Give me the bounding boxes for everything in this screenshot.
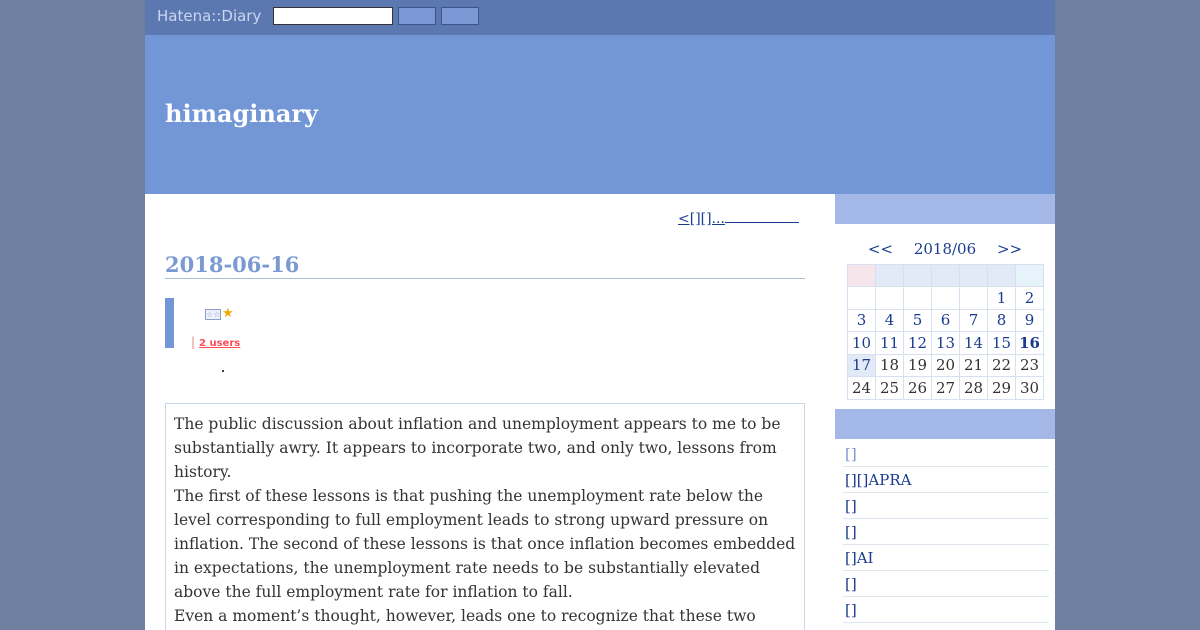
main-content xyxy=(145,194,835,630)
sidebar xyxy=(835,194,1055,630)
calendar-day xyxy=(904,287,931,309)
calendar-day[interactable]: 3 xyxy=(848,310,875,332)
weekday-cell xyxy=(960,265,987,286)
blockquote xyxy=(165,403,805,630)
hatena-diary-logo[interactable]: Hatena::Diary xyxy=(157,7,262,25)
calendar-day: 24 xyxy=(848,377,875,399)
calendar-day[interactable]: 6 xyxy=(932,310,959,332)
calendar-day: 22 xyxy=(988,355,1015,377)
category-item[interactable]: [] xyxy=(843,441,1049,467)
calendar-day[interactable]: 8 xyxy=(988,310,1015,332)
star-area xyxy=(205,306,234,321)
blog-header xyxy=(145,35,1055,194)
paragraph: The public discussion about inflation and unemployment appears to me to be substantially awry. It appears to incorporate two, and only two, lessons from history. xyxy=(174,415,781,481)
category-item[interactable]: [][]APRA xyxy=(843,467,1049,493)
search-input[interactable] xyxy=(273,7,393,25)
calendar-day: 26 xyxy=(904,377,931,399)
calendar-week xyxy=(848,310,1043,332)
category-item[interactable]: [] xyxy=(843,519,1049,545)
calendar-day[interactable]: 12 xyxy=(904,332,931,354)
calendar-day[interactable]: 7 xyxy=(960,310,987,332)
blog-title[interactable]: himaginary xyxy=(165,99,318,128)
calendar-day[interactable]: 15 xyxy=(988,332,1015,354)
bookmark-row xyxy=(191,331,240,350)
bookmark-users-link[interactable]: 2 users xyxy=(199,338,241,349)
calendar-day[interactable]: 5 xyxy=(904,310,931,332)
star-icon[interactable]: ★ xyxy=(222,306,234,321)
category-item[interactable]: [] xyxy=(843,597,1049,623)
calendar-weekday-row xyxy=(848,265,1043,286)
calendar-day-current[interactable]: 16 xyxy=(1016,332,1043,354)
category-item[interactable]: []AI xyxy=(843,545,1049,571)
entry-marker xyxy=(165,298,174,348)
calendar-table xyxy=(847,264,1044,400)
calendar-day: 30 xyxy=(1016,377,1043,399)
calendar-day[interactable]: 9 xyxy=(1016,310,1043,332)
calendar-day[interactable]: 1 xyxy=(988,287,1015,309)
calendar-day xyxy=(876,287,903,309)
link-underline xyxy=(725,222,799,223)
calendar-day: 21 xyxy=(960,355,987,377)
calendar-day[interactable]: 11 xyxy=(876,332,903,354)
calendar-day[interactable]: 2 xyxy=(1016,287,1043,309)
calendar-day[interactable]: 10 xyxy=(848,332,875,354)
paragraph: Even a moment’s thought, however, leads one to recognize that these two xyxy=(174,607,756,625)
calendar-day[interactable]: 17 xyxy=(848,355,875,377)
search-button[interactable] xyxy=(398,7,436,25)
calendar-week xyxy=(848,377,1043,399)
prev-entry-link[interactable] xyxy=(678,211,799,227)
calendar-day[interactable]: 13 xyxy=(932,332,959,354)
weekday-cell xyxy=(988,265,1015,286)
category-section-header xyxy=(835,409,1055,439)
add-star-icon[interactable]: ☆☆ xyxy=(206,310,221,319)
calendar-prev-link[interactable]: << xyxy=(867,240,894,258)
calendar-week xyxy=(848,355,1043,377)
weekday-cell xyxy=(904,265,931,286)
prev-entry-label: <[][]... xyxy=(678,211,725,227)
page xyxy=(145,0,1055,630)
top-bar xyxy=(145,0,1055,35)
calendar-week xyxy=(848,287,1043,309)
calendar-day[interactable]: 14 xyxy=(960,332,987,354)
calendar-day xyxy=(848,287,875,309)
bookmark-separator: | xyxy=(191,335,196,349)
calendar-day: 18 xyxy=(876,355,903,377)
calendar-day: 19 xyxy=(904,355,931,377)
calendar-nav xyxy=(835,240,1055,258)
calendar-section-header xyxy=(835,194,1055,224)
secondary-button[interactable] xyxy=(441,7,479,25)
dot-mark xyxy=(222,370,224,372)
calendar-day: 25 xyxy=(876,377,903,399)
entry-date[interactable]: 2018-06-16 xyxy=(165,252,805,279)
calendar-day xyxy=(932,287,959,309)
calendar-day[interactable]: 4 xyxy=(876,310,903,332)
calendar-month[interactable]: 2018/06 xyxy=(913,240,977,258)
paragraph: The first of these lessons is that pushing the unemployment rate below the level corresponding to full employment leads to strong upward pressure on inflation. The second of these lessons is that once inflation becomes embedded in expectations, the unemployment rate needs to be substantially elevated above the full employment rate for inflation to fall. xyxy=(174,487,796,601)
weekday-cell xyxy=(1016,265,1043,286)
weekday-cell xyxy=(876,265,903,286)
weekday-cell xyxy=(932,265,959,286)
calendar-next-link[interactable]: >> xyxy=(996,240,1023,258)
category-item[interactable]: [] xyxy=(843,571,1049,597)
calendar-day: 27 xyxy=(932,377,959,399)
calendar-day xyxy=(960,287,987,309)
calendar-day: 20 xyxy=(932,355,959,377)
calendar-week xyxy=(848,332,1043,354)
weekday-cell xyxy=(848,265,875,286)
category-list xyxy=(843,441,1049,623)
category-item[interactable]: [] xyxy=(843,493,1049,519)
calendar-day: 28 xyxy=(960,377,987,399)
calendar-day: 29 xyxy=(988,377,1015,399)
calendar-day: 23 xyxy=(1016,355,1043,377)
